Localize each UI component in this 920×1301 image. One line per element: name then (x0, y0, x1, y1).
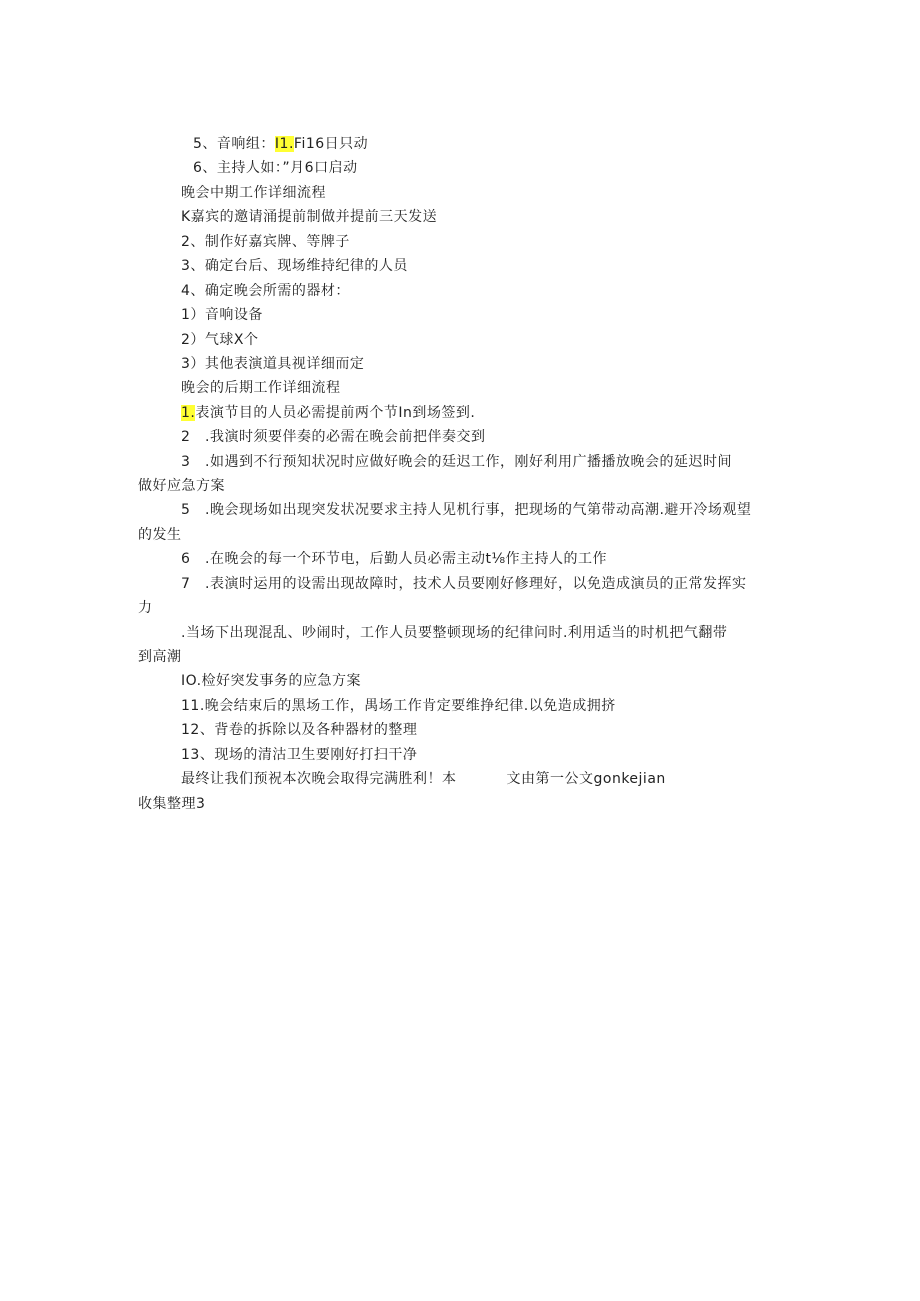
section-heading: 晚会的后期工作详细流程 (181, 380, 341, 396)
text-line: 收集整理3 (138, 796, 206, 812)
section-heading: 晚会中期工作详细流程 (181, 185, 326, 201)
text-line (181, 574, 746, 594)
highlighted-text: 1. (181, 405, 196, 421)
text-line: 1）音响设备 (181, 307, 263, 323)
highlighted-text: I1. (274, 136, 294, 152)
source-credit: 文由第一公文gonkejian (506, 771, 666, 787)
text-line: 2）气球X个 (181, 332, 259, 348)
text-line: 13、现场的清沽卫生要刚好打扫干净 (181, 747, 418, 763)
item-number: 3 (181, 454, 191, 470)
item-number: 6 (181, 551, 191, 567)
line-text: 表演节目的人员必需提前两个节In到场签到. (195, 405, 476, 421)
text-line (181, 403, 475, 423)
text-line: 的发生 (138, 527, 182, 543)
line-text: .我演时须要伴奏的必需在晚会前把伴奏交到 (205, 429, 486, 445)
text-line: 4、确定晚会所需的器材： (181, 283, 350, 299)
text-line (181, 549, 607, 569)
text-line (181, 427, 485, 447)
line-text: .如遇到不行预知状况时应做好晚会的廷迟工作，刚好利用广播播放晚会的延迟时间 (205, 454, 732, 470)
text-line (181, 452, 732, 472)
item-number: 2 (181, 429, 191, 445)
text-line: 做好应急方案 (138, 478, 225, 494)
text-line (181, 769, 666, 789)
text-line (193, 134, 368, 154)
text-line: 3、确定台后、现场维持纪律的人员 (181, 258, 408, 274)
line-text: .表演时运用的设需出现故障时，技术人员要刚好修理好，以免造成演员的正常发挥实 (205, 576, 747, 592)
line-text: .在晚会的每一个环节电，后勤人员必需主动t⅛作主持人的工作 (205, 551, 608, 567)
text-line: IO.检好突发事务的应急方案 (181, 673, 362, 689)
text-line: 12、背卷的拆除以及各种器材的整理 (181, 722, 418, 738)
text-line: 到高潮 (138, 649, 182, 665)
text-line: 2、制作好嘉宾牌、等牌子 (181, 234, 350, 250)
text-line: 3）其他表演道具视详细而定 (181, 356, 365, 372)
text-line: K嘉宾的邀请涌提前制做并提前三天发送 (181, 209, 438, 225)
line-text: 5、音响组： (193, 136, 275, 152)
text-line: 11.晚会结束后的黑场工作，禺场工作肯定要维挣纪律.以免造成拥挤 (181, 698, 616, 714)
text-line (181, 500, 751, 520)
line-text: 最终让我们预祝本次晚会取得完满胜利！本 (181, 771, 457, 787)
line-text: .晚会现场如出现突发状况要求主持人见机行事，把现场的气第带动高潮.避开冷场观望 (205, 502, 752, 518)
text-line: 6、主持人如：”月6口启动 (193, 160, 358, 176)
text-line: .当场下出现混乱、吵闹时，工作人员要整顿现场的纪律问时.利用适当的时机把气翻带 (181, 625, 728, 641)
item-number: 7 (181, 576, 191, 592)
item-number: 5 (181, 502, 191, 518)
text-line: 力 (138, 600, 153, 616)
line-text: Fi16日只动 (293, 136, 369, 152)
